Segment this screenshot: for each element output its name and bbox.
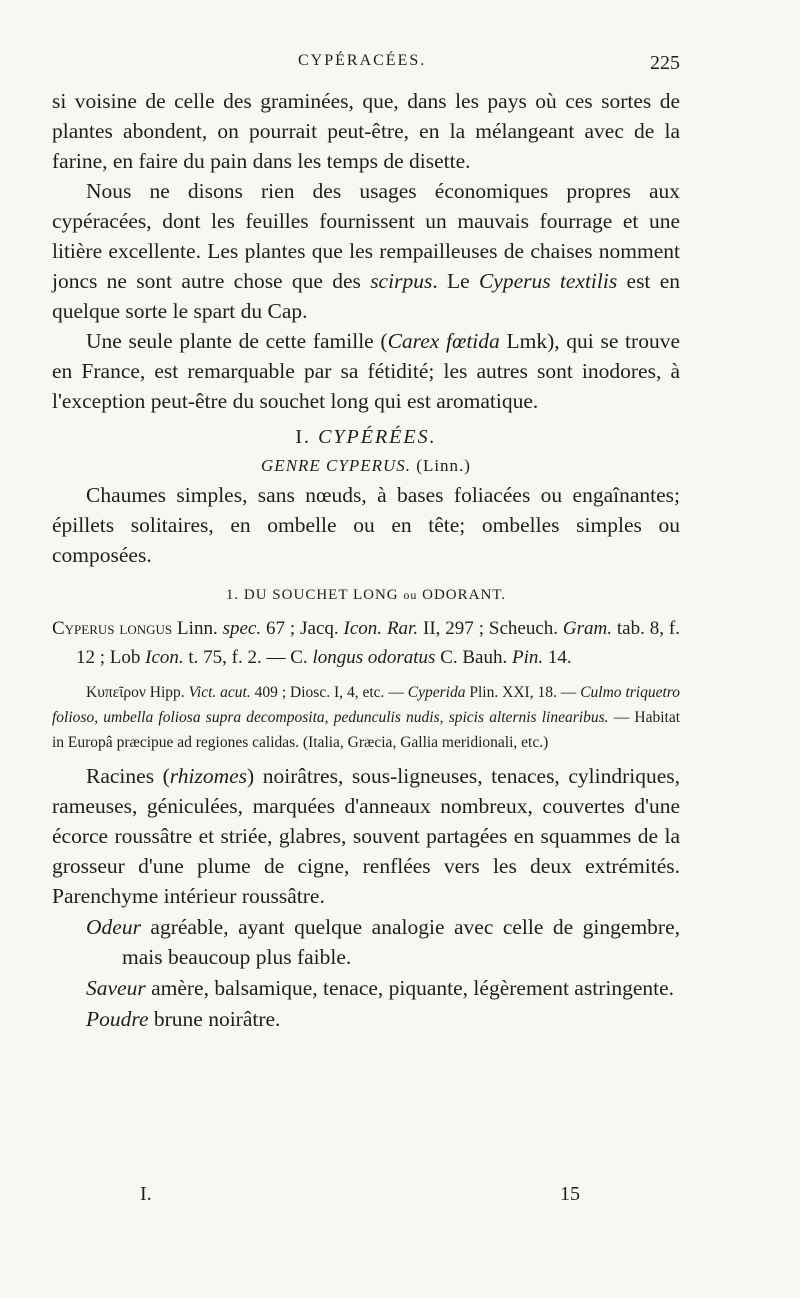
syn-text: 14. bbox=[543, 647, 572, 668]
syn-italic: spec. bbox=[222, 618, 262, 639]
genre-heading bbox=[52, 452, 680, 480]
description bbox=[52, 761, 680, 911]
scirpus-term: scirpus bbox=[370, 269, 433, 293]
syn-italic: Icon. Rar. bbox=[343, 618, 419, 639]
section-name: CYPÉRÉES. bbox=[318, 426, 437, 448]
syn-text: Linn. bbox=[172, 618, 223, 639]
syn-italic: Pin. bbox=[511, 647, 544, 668]
paragraph-3 bbox=[52, 326, 680, 416]
paragraph-1: si voisine de celle des graminées, que, dans les pays où ces sortes de plantes abondent, on pourrait peut-être, en la mélangeant avec de la farine, en faire du pain dans les temps de disette. bbox=[52, 89, 680, 173]
paragraph-3-text: Une seule plante de cette famille ( bbox=[86, 329, 388, 353]
species-number: 1. bbox=[225, 587, 240, 603]
syn-text: 67 ; Jacq. bbox=[261, 618, 344, 639]
note-italic: Vict. acut. bbox=[188, 684, 251, 701]
paragraph-2-text-b: . Le bbox=[432, 269, 479, 293]
feature-label: Saveur bbox=[86, 976, 146, 1000]
syn-text: tab. 8, f. 12 ; Lob bbox=[76, 618, 680, 668]
feature-label: Poudre bbox=[86, 1007, 149, 1031]
page-body bbox=[52, 86, 680, 1034]
species-name: DU SOUCHET LONG bbox=[243, 587, 399, 603]
feature-text: amère, balsamique, tenace, piquante, légèrement astringente. bbox=[145, 976, 675, 1000]
desc-text: ) noirâtres, sous-ligneuses, tenaces, cylindriques, rameuses, géniculées, marquées d'anneaux nombreux, couvertes d'une écorce roussâtre et striée, glabres, souvent partagées en squammes de la grosseur d'une plume de cigne, renflées vers les deux extrémités. Parenchyme intérieur roussâtre. bbox=[52, 764, 681, 908]
syn-italic: Gram. bbox=[562, 618, 612, 639]
section-number: I. bbox=[295, 426, 312, 448]
syn-italic: longus odoratus bbox=[312, 647, 436, 668]
desc-italic: rhizomes bbox=[169, 764, 248, 788]
feature-text: agréable, ayant quelque analogie avec celle de gingembre, mais beaucoup plus faible. bbox=[122, 915, 680, 969]
genre-label: GENRE CYPERUS. bbox=[261, 456, 412, 475]
notes bbox=[52, 680, 680, 755]
genre-authority: (Linn.) bbox=[416, 456, 471, 475]
synonymy bbox=[52, 614, 680, 672]
feature-label: Odeur bbox=[86, 915, 141, 939]
syn-text: t. 75, f. 2. — C. bbox=[183, 647, 313, 668]
note-text: Κυπεῖρον Hipp. bbox=[86, 684, 189, 701]
page-number: 225 bbox=[650, 52, 680, 74]
note-text: 409 ; Diosc. I, 4, etc. — bbox=[250, 684, 408, 701]
note-italic: Culmo triquetro folioso, umbella foliosa supra decomposita, pedunculis nudis, spicis alternis linearibus. bbox=[52, 684, 680, 726]
feature-poudre bbox=[52, 1004, 680, 1034]
syn-text: Cyperus longus bbox=[52, 618, 173, 639]
species-heading bbox=[52, 580, 680, 610]
syn-text: II, 297 ; Scheuch. bbox=[418, 618, 563, 639]
cyperus-textilis-term: Cyperus textilis bbox=[478, 269, 618, 293]
paragraph-2-text-c: est en quelque sorte le spart du Cap. bbox=[52, 269, 680, 323]
feature-odeur bbox=[52, 912, 680, 972]
desc-text: Racines ( bbox=[86, 764, 170, 788]
species-alt-name: ODORANT. bbox=[422, 587, 507, 603]
running-title: CYPÉRACÉES. bbox=[298, 52, 427, 69]
paragraph-2-text: Nous ne disons rien des usages économiques propres aux cypéracées, dont les feuilles fournissent un mauvais fourrage et une litière excellente. Les plantes que les rempailleuses de chaises nomment joncs ne sont autre chose que des bbox=[52, 179, 680, 293]
syn-text: C. Bauh. bbox=[435, 647, 512, 668]
feature-saveur bbox=[52, 973, 680, 1003]
genre-description: Chaumes simples, sans nœuds, à bases foliacées ou engaînantes; épillets solitaires, en ombelle ou en tête; ombelles simples ou composées. bbox=[52, 483, 680, 567]
syn-italic: Icon. bbox=[145, 647, 184, 668]
feature-text: brune noirâtre. bbox=[148, 1007, 281, 1031]
paragraph-3-text-b: Lmk), qui se trouve en France, est remarquable par sa fétidité; les autres sont inodores, à l'exception peut-être du souchet long qui est aromatique. bbox=[52, 329, 680, 413]
note-italic: Cyperida bbox=[407, 684, 466, 701]
signature-mark: I. bbox=[140, 1183, 152, 1205]
carex-foetida-term: Carex fœtida bbox=[387, 329, 500, 353]
paragraph-2 bbox=[52, 176, 680, 326]
sheet-number: 15 bbox=[560, 1183, 580, 1205]
species-or: ou bbox=[403, 588, 418, 602]
note-text: — Habitat in Europâ præcipue ad regiones calidas. (Italia, Græcia, Gallia meridionali, etc.) bbox=[52, 709, 681, 751]
note-text: Plin. XXI, 18. — bbox=[465, 684, 581, 701]
section-heading bbox=[52, 422, 680, 452]
